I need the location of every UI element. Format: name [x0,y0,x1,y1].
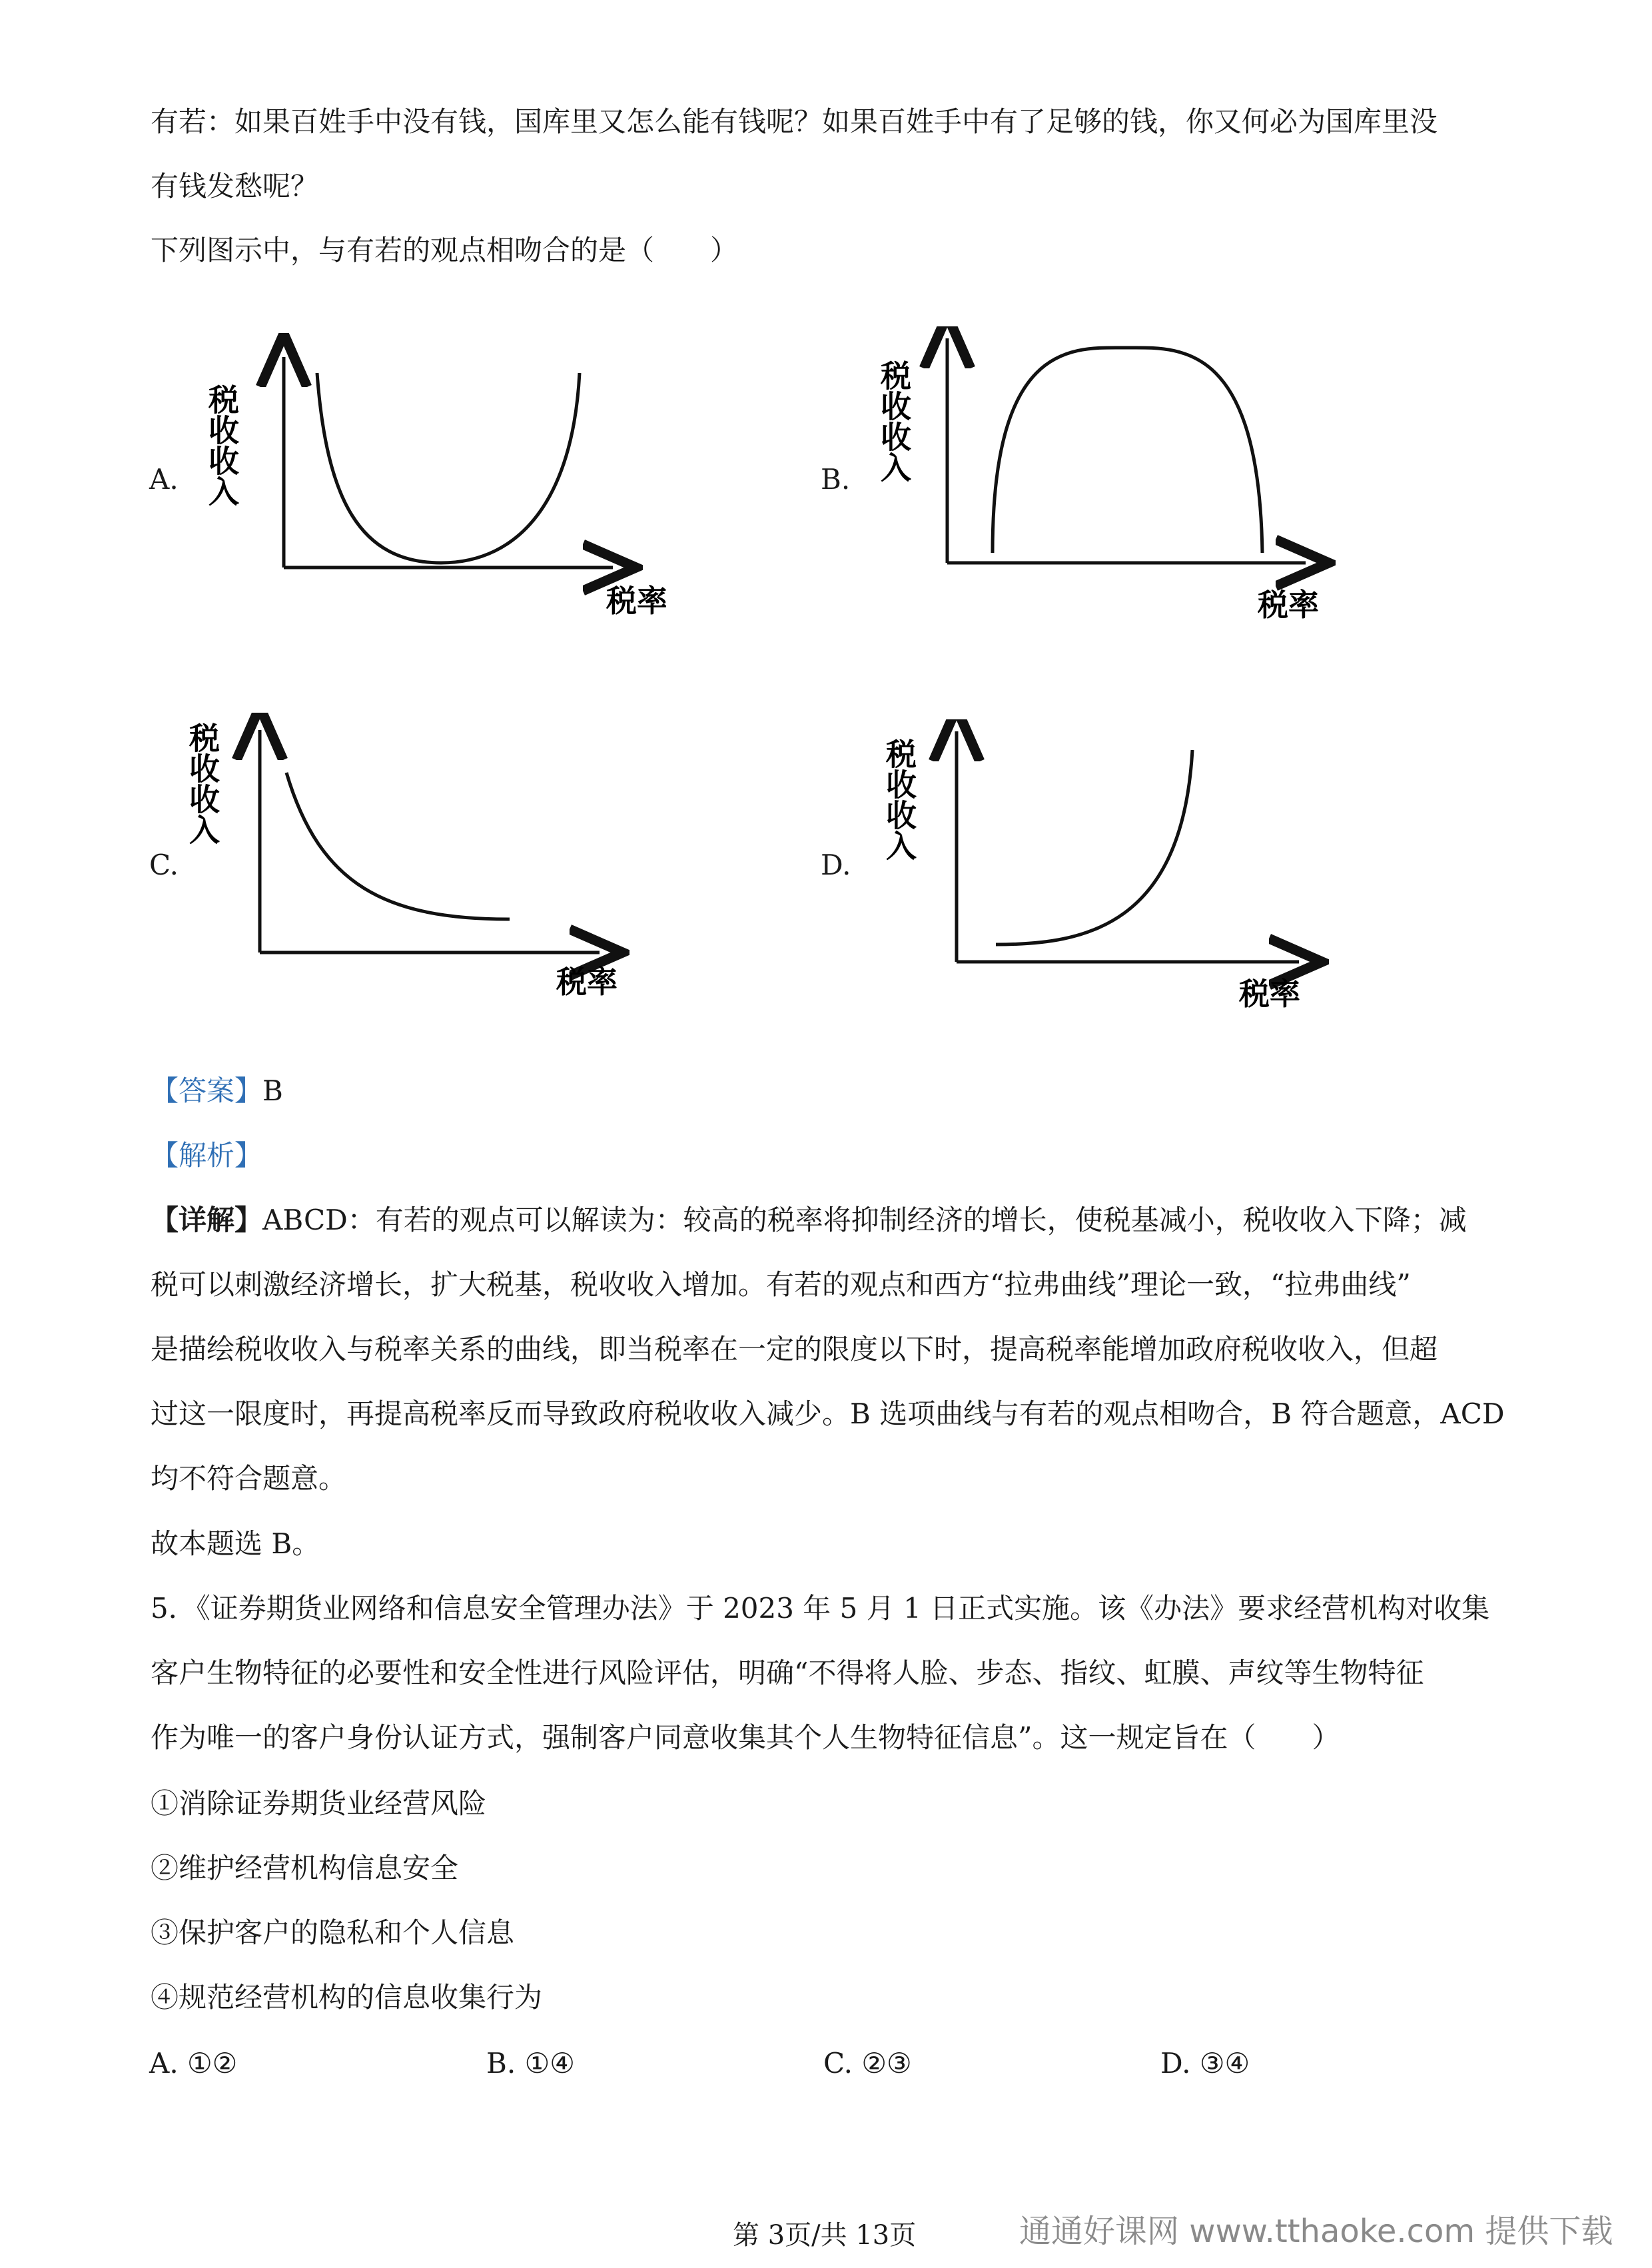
detail-line-1: 【详解】ABCD：有若的观点可以解读为：较高的税率将抑制经济的增长，使税基减小，税收收入下降；减 [151,1204,1467,1236]
detail-line-4: 过这一限度时，再提高税率反而导致政府税收收入减少。B 选项曲线与有若的观点相吻合，B 符合题意，ACD [151,1397,1505,1430]
option-b-label: B. [821,463,851,496]
page-number: 第 3页/共 13页 [733,2220,917,2251]
q5-item-2: ②维护经营机构信息安全 [151,1852,459,1884]
y-axis-label: 税收收入 [881,738,917,861]
x-axis-label: 税率 [606,583,666,619]
detail-line-5: 均不符合题意。 [151,1462,347,1495]
option-d-label: D. [821,849,851,881]
analysis-tag: 【解析】 [151,1139,263,1172]
inverted-u-curve [993,348,1262,553]
graph-d [879,719,1346,1028]
answer-line [151,1072,283,1110]
decreasing-curve [286,773,510,919]
x-axis-label: 税率 [1258,587,1319,623]
watermark: 通通好课网 www.tthaoke.com 提供下载 [1019,2213,1613,2250]
increasing-curve [996,750,1192,945]
x-axis-label: 税率 [556,964,618,1000]
q5-choice-d: D. ③④ [1160,2047,1250,2079]
q5-choice-b: B. ①④ [486,2047,575,2079]
option-c-label: C. [149,849,179,881]
q4-stem-line-2: 有钱发愁呢？ [151,170,319,202]
answer-tag: 【答案】 [151,1074,263,1107]
q5-choice-c: C. ②③ [823,2047,912,2079]
detail-tag: 【详解】 [151,1204,263,1236]
u-curve [317,373,580,563]
detail-line-3: 是描绘税收收入与税率关系的曲线，即当税率在一定的限度以下时，提高税率能增加政府税收收入，但超 [151,1333,1438,1365]
detail-line-2: 税可以刺激经济增长，扩大税基，税收收入增加。有若的观点和西方“拉弗曲线”理论一致，“拉弗曲线” [151,1268,1411,1301]
q4-prompt: 下列图示中，与有若的观点相吻合的是（ ） [151,234,739,266]
graph-c [187,713,653,1022]
q5-choice-a: A. ①② [149,2047,238,2079]
x-axis-label: 税率 [1239,976,1300,1012]
answer-value: B [262,1074,283,1107]
conclusion-line: 故本题选 B。 [151,1527,320,1560]
graph-b [873,326,1352,642]
y-axis-label: 税收收入 [876,360,912,482]
q5-stem-line-1: 5．《证券期货业网络和信息安全管理办法》于 2023 年 5 月 1 日正式实施。该《办法》要求经营机构对收集 [151,1592,1490,1625]
graph-a [200,333,666,642]
q5-item-4: ④规范经营机构的信息收集行为 [151,1981,543,2014]
q5-stem-line-3: 作为唯一的客户身份认证方式，强制客户同意收集其个人生物特征信息”。这一规定旨在（ ） [151,1721,1340,1754]
q5-item-3: ③保护客户的隐私和个人信息 [151,1916,515,1949]
analysis-line [151,1137,262,1174]
y-axis-label: 税收收入 [204,384,240,506]
option-a-label: A. [149,463,179,496]
q5-item-1: ①消除证券期货业经营风险 [151,1787,487,1820]
q5-stem-line-2: 客户生物特征的必要性和安全性进行风险评估，明确“不得将人脸、步态、指纹、虹膜、声纹等生物特征 [151,1657,1424,1689]
y-axis-label: 税收收入 [187,722,220,845]
q4-stem-line-1: 有若：如果百姓手中没有钱，国库里又怎么能有钱呢？如果百姓手中有了足够的钱，你又何必为国库里没 [151,105,1438,138]
